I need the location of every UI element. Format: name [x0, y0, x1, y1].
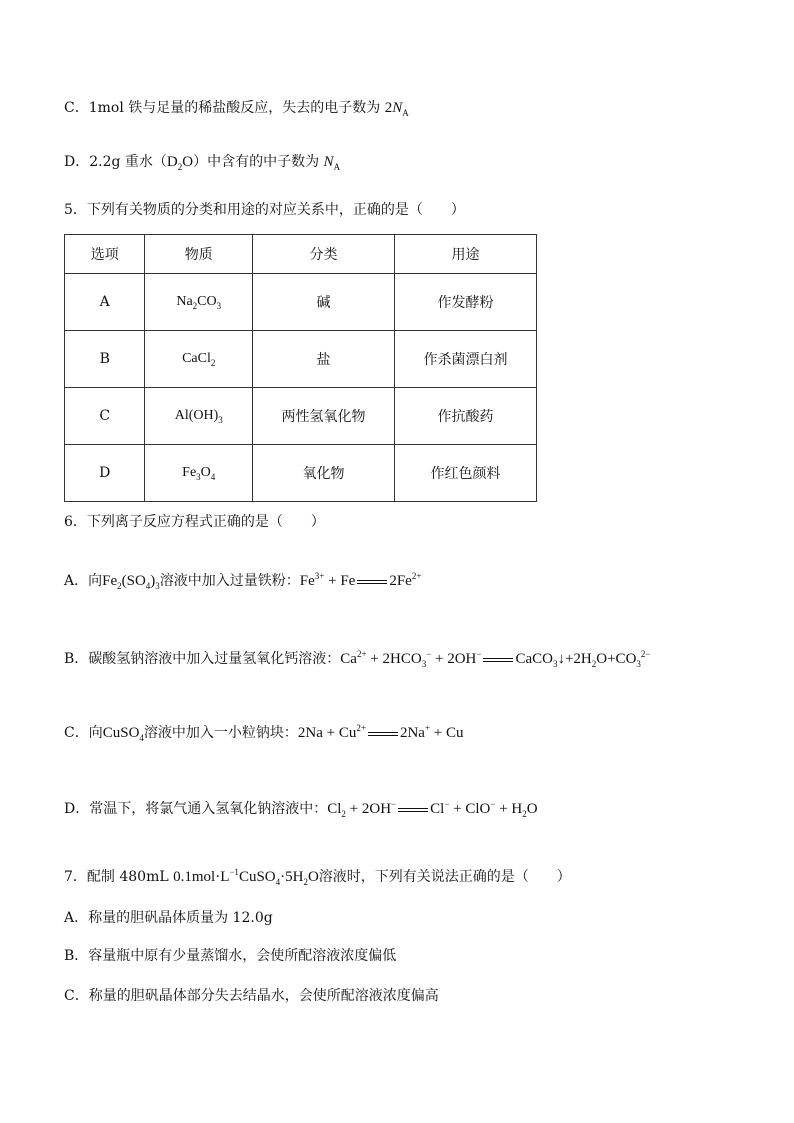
equation-b: $Ca^{2+} + 2HCO_3^- + 2OH^-$ $CaCO_3↓+2H_2O+CO_3^{2-}$ [340, 649, 651, 669]
q5-stem: 5．下列有关物质的分类和用途的对应关系中，正确的是（ ） [64, 202, 465, 218]
cell-use: 作红色颜料 [394, 445, 536, 502]
cell-option: C [65, 388, 145, 445]
cell-class: 两性氢氧化物 [253, 388, 395, 445]
header-class: 分类 [253, 235, 395, 274]
q6-option-a: A．向$Fe_2(SO_4)_3$溶液中加入过量铁粉：$Fe^{3+} + Fe$ $2Fe^{2+}$ [64, 571, 422, 591]
q6-option-d: D．常温下，将氯气通入氢氧化钠溶液中：$Cl_2 + 2OH^-$ $Cl^- + ClO^- + H_2O$ [64, 799, 538, 819]
cell-use: 作杀菌漂白剂 [394, 331, 536, 388]
cell-substance: $Na_2CO_3$ [145, 274, 253, 331]
cell-option: D [65, 445, 145, 502]
cell-use: 作发酵粉 [394, 274, 536, 331]
table-row [65, 445, 537, 502]
q6-option-b: B．碳酸氢钠溶液中加入过量氢氧化钙溶液：$Ca^{2+} + 2HCO_3^- + 2OH^-$ $CaCO_3↓+2H_2O+CO_3^{2-}$ [64, 649, 651, 669]
formula-d2o: $D_2O$ [166, 154, 194, 172]
header-option: 选项 [65, 235, 145, 274]
formula-concentration: $0.1mol\cdot L^{-1}CuSO_4\cdot 5H_2O$ [173, 867, 319, 887]
q4-option-d: D．2.2g 重水$(D_2O)$中含有的中子数为 $N_A$ [64, 154, 341, 172]
cell-class: 盐 [253, 331, 395, 388]
equation-d: $Cl_2 + 2OH^-$ $Cl^- + ClO^- + H_2O$ [327, 799, 538, 819]
header-substance: 物质 [145, 235, 253, 274]
q6-option-c: C．向CuSO$_4$溶液中加入一小粒钠块：$2Na + Cu^{2+}$ 2Na+ + Cu [64, 723, 464, 743]
cell-substance: $Fe_3O_4$ [145, 445, 253, 502]
q4-option-c: C．1mol 铁与足量的稀盐酸反应，失去的电子数为 $2N_A$ [64, 100, 409, 118]
formula-na: $N_A$ [323, 154, 341, 172]
cell-class: 碱 [253, 274, 395, 331]
cell-option: B [65, 331, 145, 388]
q7-option-b: B．容量瓶中原有少量蒸馏水，会使所配溶液浓度偏低 [64, 948, 397, 964]
header-use: 用途 [394, 235, 536, 274]
equation-c: $2Na + Cu^{2+}$ 2Na+ + Cu [297, 723, 464, 741]
table-row [65, 331, 537, 388]
cell-class: 氧化物 [253, 445, 395, 502]
cell-substance: $Al(OH)_3$ [145, 388, 253, 445]
q7-option-c: C．称量的胆矾晶体部分失去结晶水，会使所配溶液浓度偏高 [64, 988, 439, 1004]
classification-table [64, 234, 537, 502]
equation-a: $Fe^{3+} + Fe$ $2Fe^{2+}$ [299, 571, 422, 589]
table-header-row [65, 235, 537, 274]
cell-use: 作抗酸药 [394, 388, 536, 445]
cell-substance: CaCl$_2$ [145, 331, 253, 388]
formula-2na: $2N_A$ [384, 100, 409, 118]
q7-stem: 7．配制 480mL $0.1mol\cdot L^{-1}CuSO_4\cdot 5H_2O$溶液时，下列有关说法正确的是（ ） [64, 867, 571, 887]
q7-option-a: A．称量的胆矾晶体质量为 12.0g [64, 910, 273, 926]
cell-option: A [65, 274, 145, 331]
table-row [65, 388, 537, 445]
q6-stem: 6．下列离子反应方程式正确的是（ ） [64, 514, 325, 530]
table-row [65, 274, 537, 331]
